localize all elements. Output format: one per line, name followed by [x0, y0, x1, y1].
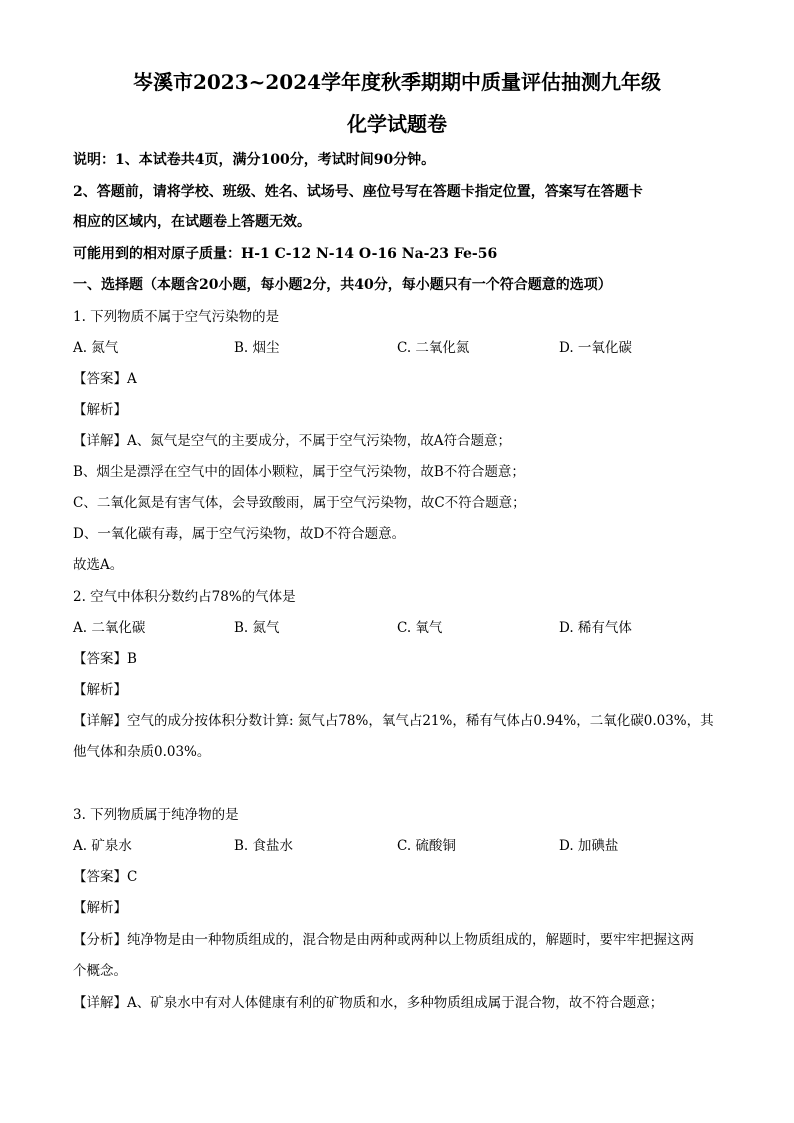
- question-1-explanation-line: C、二氧化氮是有害气体，会导致酸雨，属于空气污染物，故C不符合题意；: [73, 495, 526, 511]
- question-2-option-c: C. 氧气: [397, 620, 443, 636]
- question-1-explanation-line: 故选A。: [73, 557, 124, 573]
- question-2-answer: 【答案】B: [73, 651, 137, 667]
- question-2-option-b: B. 氮气: [234, 620, 280, 636]
- question-1-option-b: B. 烟尘: [234, 340, 280, 356]
- question-2-explanation-line: 【详解】空气的成分按体积分数计算: 氮气占78%，氧气占21%，稀有气体占0.94%，二氧化碳0.03%，其: [73, 713, 714, 729]
- question-2-analysis-label: 【解析】: [73, 682, 127, 698]
- question-1-explanation-line: B、烟尘是漂浮在空气中的固体小颗粒，属于空气污染物，故B不符合题意；: [73, 464, 525, 480]
- section-heading: 一、选择题（本题含20小题，每小题2分，共40分，每小题只有一个符合题意的选项）: [73, 277, 612, 293]
- atomic-mass-reference: 可能用到的相对原子质量：H-1 C-12 N-14 O-16 Na-23 Fe-56: [73, 246, 498, 262]
- question-2-option-a: A. 二氧化碳: [73, 620, 146, 636]
- question-3-option-c: C. 硫酸铜: [397, 838, 456, 854]
- instruction-note-1: 说明：1、本试卷共4页，满分100分，考试时间90分钟。: [73, 152, 436, 168]
- question-1-option-c: C. 二氧化氮: [397, 340, 470, 356]
- question-1-answer: 【答案】A: [73, 371, 137, 387]
- question-3-option-b: B. 食盐水: [234, 838, 294, 854]
- question-3-explanation-line: 个概念。: [73, 963, 127, 979]
- question-3-option-a: A. 矿泉水: [73, 838, 132, 854]
- question-1-option-a: A. 氮气: [73, 340, 119, 356]
- question-3-answer: 【答案】C: [73, 869, 138, 885]
- question-1-option-d: D. 一氧化碳: [559, 340, 632, 356]
- question-3-analysis-label: 【解析】: [73, 900, 127, 916]
- question-3-option-d: D. 加碘盐: [559, 838, 619, 854]
- instruction-note-2: 2、答题前，请将学校、班级、姓名、试场号、座位号写在答题卡指定位置，答案写在答题卡: [73, 184, 643, 200]
- question-3-explanation-line: 【分析】纯净物是由一种物质组成的，混合物是由两种或两种以上物质组成的，解题时，要牢牢把握这两: [73, 932, 694, 948]
- question-1-stem: 1. 下列物质不属于空气污染物的是: [73, 309, 280, 325]
- question-3-explanation-line: 【详解】A、矿泉水中有对人体健康有利的矿物质和水，多种物质组成属于混合物，故不符合题意；: [73, 995, 664, 1011]
- question-2-explanation-line: 他气体和杂质0.03%。: [73, 744, 211, 760]
- question-2-option-d: D. 稀有气体: [559, 620, 632, 636]
- question-1-analysis-label: 【解析】: [73, 402, 127, 418]
- instruction-note-2-cont: 相应的区域内，在试题卷上答题无效。: [73, 214, 311, 230]
- question-1-explanation-line: 【详解】A、氮气是空气的主要成分，不属于空气污染物，故A符合题意；: [73, 433, 511, 449]
- exam-subtitle: 化学试题卷: [347, 112, 447, 136]
- question-3-stem: 3. 下列物质属于纯净物的是: [73, 807, 239, 823]
- exam-title: 岑溪市2023~2024学年度秋季期期中质量评估抽测九年级: [132, 70, 662, 94]
- question-2-stem: 2. 空气中体积分数约占78%的气体是: [73, 589, 296, 605]
- question-1-explanation-line: D、一氧化碳有毒，属于空气污染物，故D不符合题意。: [73, 526, 406, 542]
